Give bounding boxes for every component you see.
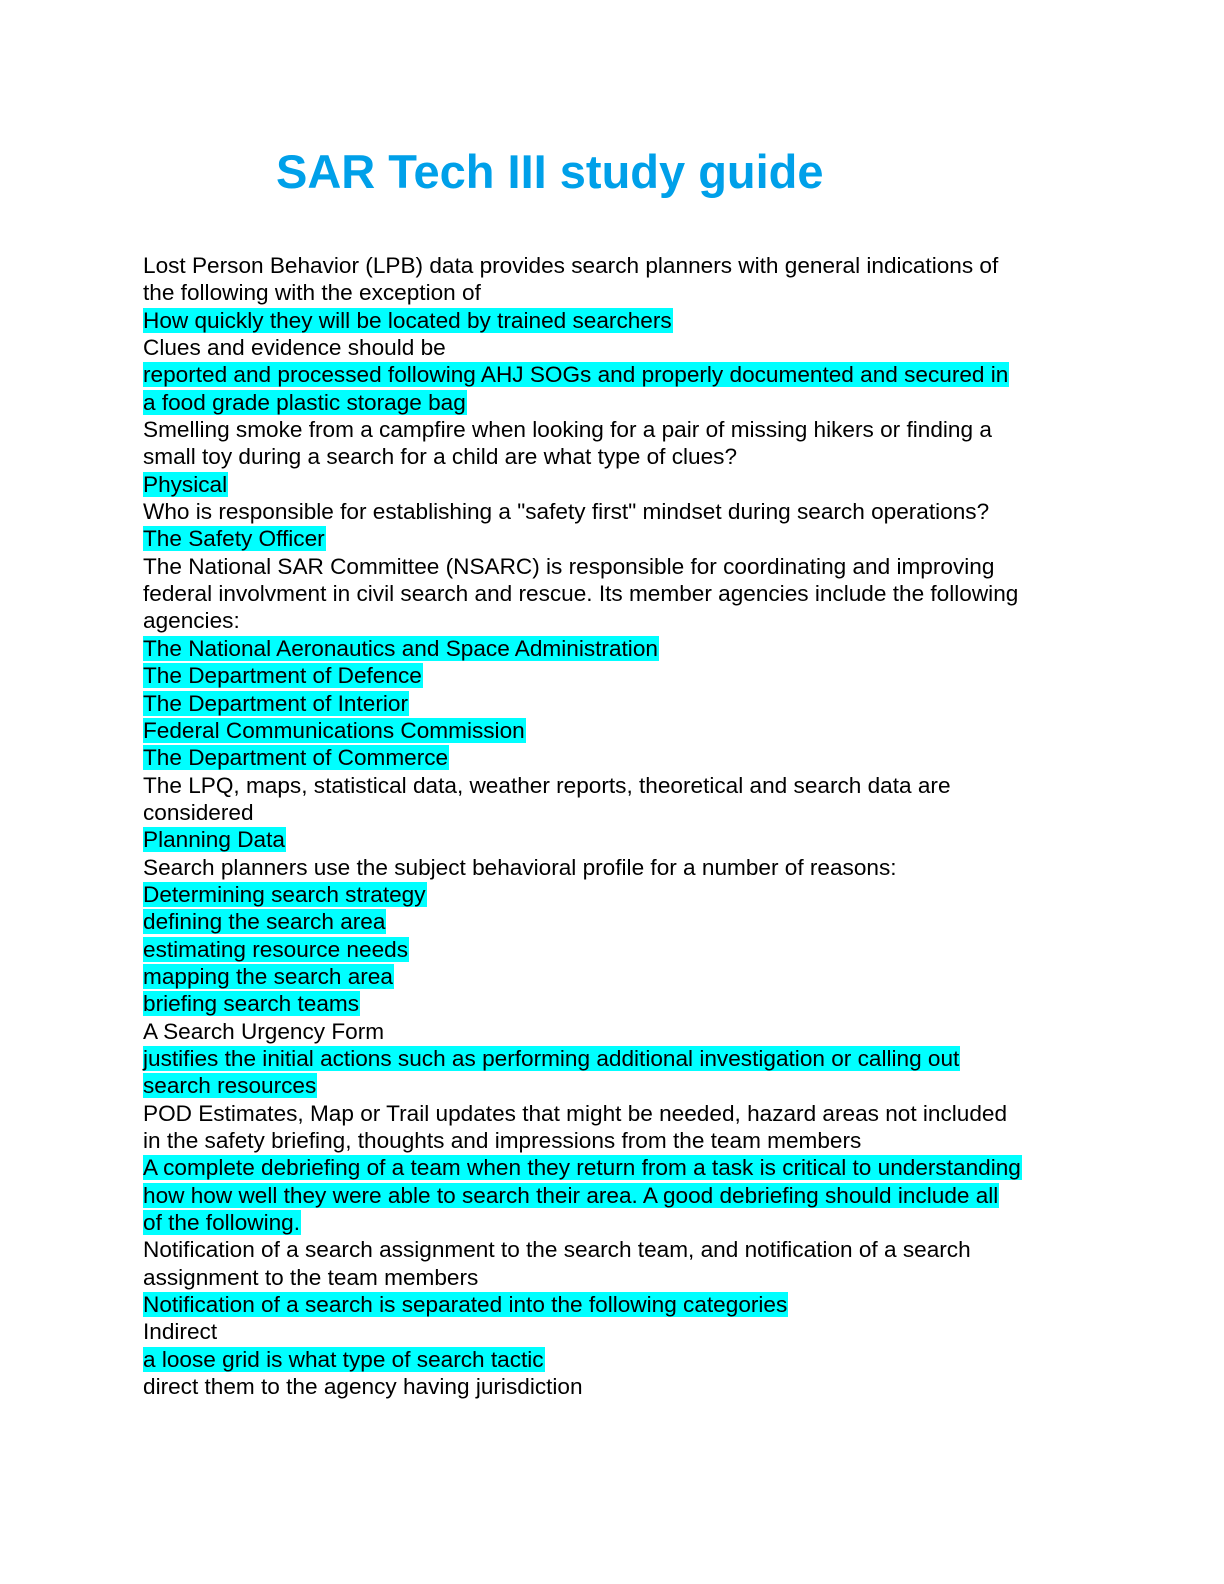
highlighted-text: How quickly they will be located by trained searchers xyxy=(143,307,672,333)
answer-line xyxy=(143,1346,1083,1373)
answer-line xyxy=(143,1072,1083,1099)
answer-line xyxy=(143,307,1083,334)
line-text: assignment to the team members xyxy=(143,1264,479,1290)
highlighted-text: Determining search strategy xyxy=(143,881,426,907)
answer-line xyxy=(143,881,1083,908)
highlighted-text: The Safety Officer xyxy=(143,526,325,552)
answer-line xyxy=(143,635,1083,662)
line-text: Lost Person Behavior (LPB) data provides search planners with general indications of xyxy=(143,253,999,278)
answer-line xyxy=(143,1045,1083,1072)
answer-line xyxy=(143,471,1083,498)
line-text: federal involvment in civil search and rescue. Its member agencies include the following xyxy=(143,581,1019,607)
answer-line xyxy=(143,744,1083,771)
answer-line xyxy=(143,1154,1083,1181)
answer-line xyxy=(143,908,1083,935)
line-text: Clues and evidence should be xyxy=(143,335,446,361)
line-text: in the safety briefing, thoughts and impressions from the team members xyxy=(143,1128,862,1153)
highlighted-text: A complete debriefing of a team when they return from a task is critical to understanding xyxy=(143,1155,1021,1181)
answer-line xyxy=(143,662,1083,689)
line-text: Who is responsible for establishing a "safety first" mindset during search operations? xyxy=(143,499,990,525)
line-text: considered xyxy=(143,799,254,825)
question-line xyxy=(143,1318,1083,1345)
highlighted-text: how how well they were able to search their area. A good debriefing should include all xyxy=(143,1182,999,1208)
question-line xyxy=(143,799,1083,826)
answer-line xyxy=(143,1291,1083,1318)
highlighted-text: of the following. xyxy=(143,1210,300,1236)
line-text: POD Estimates, Map or Trail updates that might be needed, hazard areas not included xyxy=(143,1100,1008,1126)
question-line xyxy=(143,1127,1083,1154)
line-text: A Search Urgency Form xyxy=(143,1018,385,1044)
line-text: direct them to the agency having jurisdiction xyxy=(143,1374,583,1400)
highlighted-text: The Department of Interior xyxy=(143,690,408,716)
line-text: The National SAR Committee (NSARC) is responsible for coordinating and improving xyxy=(143,553,995,579)
answer-line xyxy=(143,690,1083,717)
highlighted-text: reported and processed following AHJ SOGs and properly documented and secured in xyxy=(143,362,1009,388)
document-body xyxy=(143,252,1083,1400)
line-text: agencies: xyxy=(143,608,240,634)
highlighted-text: The National Aeronautics and Space Administration xyxy=(143,635,658,661)
question-line xyxy=(143,772,1083,799)
document-title: SAR Tech III study guide xyxy=(276,145,824,198)
question-line xyxy=(143,443,1083,470)
question-line xyxy=(143,1264,1083,1291)
line-text: Search planners use the subject behavioral profile for a number of reasons: xyxy=(143,854,897,880)
line-text: Notification of a search assignment to the search team, and notification of a search xyxy=(143,1237,971,1263)
highlighted-text: The Department of Defence xyxy=(143,663,422,689)
highlighted-text: Planning Data xyxy=(143,827,285,853)
answer-line xyxy=(143,1209,1083,1236)
question-line xyxy=(143,334,1083,361)
answer-line xyxy=(143,826,1083,853)
answer-line xyxy=(143,717,1083,744)
highlighted-text: a food grade plastic storage bag xyxy=(143,389,466,415)
highlighted-text: Federal Communications Commission xyxy=(143,717,525,743)
line-text: The LPQ, maps, statistical data, weather reports, theoretical and search data are xyxy=(143,772,951,798)
highlighted-text: search resources xyxy=(143,1073,317,1099)
answer-line xyxy=(143,361,1083,388)
line-text: Smelling smoke from a campfire when looking for a pair of missing hikers or finding a xyxy=(143,417,992,443)
question-line xyxy=(143,580,1083,607)
line-text: the following with the exception of xyxy=(143,280,481,306)
highlighted-text: a loose grid is what type of search tactic xyxy=(143,1346,544,1372)
question-line xyxy=(143,498,1083,525)
question-line xyxy=(143,854,1083,881)
answer-line xyxy=(143,936,1083,963)
line-text: Indirect xyxy=(143,1319,218,1345)
answer-line xyxy=(143,389,1083,416)
answer-line xyxy=(143,990,1083,1017)
question-line xyxy=(143,416,1083,443)
highlighted-text: briefing search teams xyxy=(143,991,359,1017)
question-line xyxy=(143,252,1083,279)
highlighted-text: estimating resource needs xyxy=(143,936,408,962)
line-text: small toy during a search for a child are what type of clues? xyxy=(143,444,738,470)
answer-line xyxy=(143,963,1083,990)
highlighted-text: Physical xyxy=(143,471,228,497)
question-line xyxy=(143,279,1083,306)
answer-line xyxy=(143,1182,1083,1209)
question-line xyxy=(143,607,1083,634)
question-line xyxy=(143,553,1083,580)
highlighted-text: The Department of Commerce xyxy=(143,745,449,771)
question-line xyxy=(143,1100,1083,1127)
question-line xyxy=(143,1373,1083,1400)
question-line xyxy=(143,1018,1083,1045)
question-line xyxy=(143,1236,1083,1263)
highlighted-text: mapping the search area xyxy=(143,963,393,989)
highlighted-text: defining the search area xyxy=(143,909,386,935)
highlighted-text: Notification of a search is separated into the following categories xyxy=(143,1292,788,1318)
answer-line xyxy=(143,525,1083,552)
highlighted-text: justifies the initial actions such as performing additional investigation or calling out xyxy=(143,1045,960,1071)
